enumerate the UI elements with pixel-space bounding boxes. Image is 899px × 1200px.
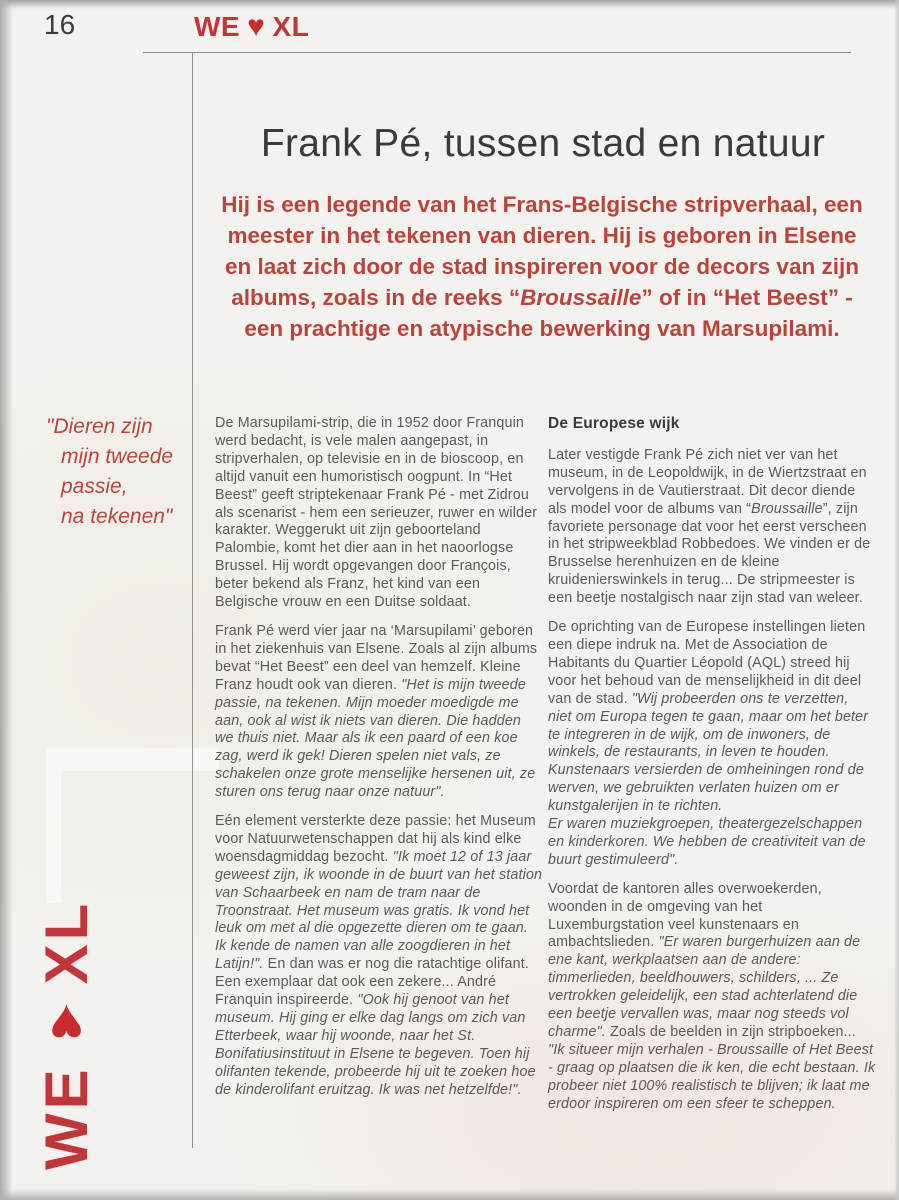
body-text: De oprichting van de Europese instellingen lieten een diepe indruk na. Met de Association de Habitants du Quartier Léopold (AQL) streed hij voor het behoud van de menselijkheid in dit deel van de stad. <box>548 619 866 707</box>
body-text: Hij is een legende van het Frans-Belgische stripverhaal, een meester in het tekenen van dieren. Hij is geboren in Elsene en laat zich door de stad inspireren voor de decors van zijn albums, zoals in de reeks “ <box>221 192 863 310</box>
vertical-heart-icon: ♥ <box>34 992 99 1058</box>
brand-we-label: WE <box>194 11 241 42</box>
pull-quote-line: passie, <box>61 475 128 498</box>
right-column-body <box>548 447 876 1114</box>
vertical-brand-xl-label: XL <box>33 899 100 985</box>
vertical-brand-logo <box>32 870 101 1170</box>
margin-divider-rule <box>192 52 193 1148</box>
quote-text: "Wij probeerden ons te verzetten, niet om Europa tegen te gaan, maar om het beter te integreren in de wijk, om de inwoners, de winkels, de restaurants, in leven te houden. Kunstenaars versierden de omheiningen rond de werven, we gebruikten verlaten huizen om er kunstgalerijen in te richten. <box>548 690 869 815</box>
quote-text: "Ook hij genoot van het museum. Hij ging er elke dag langs om zich van Etterbeek, waar hij woonde, naar het St. Bonifatiusinstituut in Elsene te begeven. Toen hij olifanten tekende, probeerde hij uit te zoeken hoe de kinderolifant eruitzag. Ik was net hetzelfde!". <box>215 992 536 1098</box>
quote-text: "Ik moet 12 of 13 jaar geweest zijn, ik woonde in de buurt van het station van Schaarbeek en nam de tram naar de Troonstraat. Het museum was gratis. Ik vond het leuk om met al die opgezette dieren om te gaan. Ik kende de namen van alle zoogdieren in het Latijn!". <box>215 848 543 973</box>
body-text: En dan was er nog die ratachtige olifant. Een exemplaar dat ook een zekere... André Franquin inspireerde. <box>215 956 529 1009</box>
paragraph <box>215 415 543 612</box>
quote-text: "Ik situeer mijn verhalen - Broussaille of Het Beest - graag op plaatsen die ik ken, die echt bestaan. Ik probeer niet 100% realistisch te blijven; ik laat me erdoor inspireren om een sfeer te scheppen. <box>548 1041 876 1112</box>
scan-edge-bottom <box>0 1189 899 1200</box>
page-number: 16 <box>44 9 76 40</box>
brand-logo <box>194 10 309 44</box>
body-text: Voordat de kantoren alles overwoekerden, woonden in de omgeving van het Luxemburgstation veel kunstenaars en ambachtslieden. <box>548 880 822 951</box>
quote-text: "Het is mijn tweede passie, na tekenen. Mijn moeder moedigde me aan, ook al wist ik niets van dieren. Die hadden we thuis niet. Maar als ik een paard of een koe zag, werd ik gek! Dieren spelen niet vals, ze schakelen onze grote menselijke hersenen uit, ze sturen ons terug naar onze natuur". <box>215 676 536 801</box>
quote-text: Er waren muziekgroepen, theatergezelschappen en kinderkoren. We hebben de creativiteit van de buurt gestimuleerd". <box>548 816 866 868</box>
article-title: Frank Pé, tussen stad en natuur <box>260 122 826 165</box>
paragraph <box>548 447 876 608</box>
scan-edge-right <box>894 0 899 1200</box>
section-heading: De Europese wijk <box>548 415 680 432</box>
pull-quote-line: na tekenen" <box>61 505 173 528</box>
article-intro <box>218 189 866 344</box>
quote-text: Broussaille <box>751 500 823 517</box>
paragraph <box>548 619 876 870</box>
quote-text: Broussaille <box>520 285 642 310</box>
body-text: Eén element versterkte deze passie: het Museum voor Natuurwetenschappen dat hij als kind elke woensdagmiddag bezocht. <box>215 813 536 865</box>
pull-quote-line: "Dieren zijn <box>46 415 153 438</box>
article-column-left <box>215 415 543 1111</box>
header-divider-rule <box>143 52 851 53</box>
brand-xl-label: XL <box>272 11 310 42</box>
quote-text: "Er waren burgerhuizen aan de ene kant, werkplaatsen aan de andere: timmerlieden, beeldhouwers, schilders, ... Ze vertrokken geleidelijk, een stad achterlatend die een beetje vervallen was, maar nog steeds vol charme". <box>548 934 861 1040</box>
body-text: Later vestigde Frank Pé zich niet ver van het museum, in de Leopoldwijk, in de Wiertzstraat en vervolgens in de Vautierstraat. Dit decor diende als model voor de albums van “ <box>548 446 867 517</box>
article-column-right <box>548 415 876 1125</box>
body-text: ”, zijn favoriete personage dat voor het eerst verscheen in het stripweekblad Robbedoes. We vinden er de Brusselse herenhuizen en de kleine kruidenierswinkels in terug... De stripmeester is een beetje nostalgisch naar zijn stad van weleer. <box>548 500 871 607</box>
scan-edge-left <box>0 0 13 1200</box>
pull-quote <box>46 412 206 532</box>
vertical-brand-we-label: WE <box>33 1065 100 1170</box>
heart-icon: ♥ <box>247 10 266 43</box>
pull-quote-line: mijn tweede <box>61 445 174 468</box>
body-text: Zoals de beelden in zijn stripboeken... <box>605 1024 856 1040</box>
paragraph <box>215 623 543 802</box>
paragraph <box>548 881 876 1114</box>
body-text: De Marsupilami-strip, die in 1952 door Franquin werd bedacht, is vele malen aangepast, in stripverhalen, op televisie en in de bioscoop, en altijd vanuit een humoristisch oogpunt. In “Het Beest” geeft striptekenaar Frank Pé - met Zidrou als scenarist - hem een serieuzer, ruwer en wilder karakter. Weggerukt uit zijn geboorteland Palombie, komt het dier aan in het naoorlogse Brussel. Hij wordt opgevangen door François, beter bekend als Franz, het kind van een Belgische vrouw en een Duitse soldaat. <box>215 415 538 611</box>
body-text: ” of in “Het Beest” - een prachtige en atypische bewerking van Marsupilami. <box>244 285 853 341</box>
body-text: Frank Pé werd vier jaar na ‘Marsupilami’ geboren in het ziekenhuis van Elsene. Zoals al zijn albums bevat “Het Beest” een deel van hemzelf. Kleine Franz houdt ook van dieren. <box>215 622 538 693</box>
paragraph <box>215 813 543 1100</box>
scan-edge-top <box>0 0 899 9</box>
